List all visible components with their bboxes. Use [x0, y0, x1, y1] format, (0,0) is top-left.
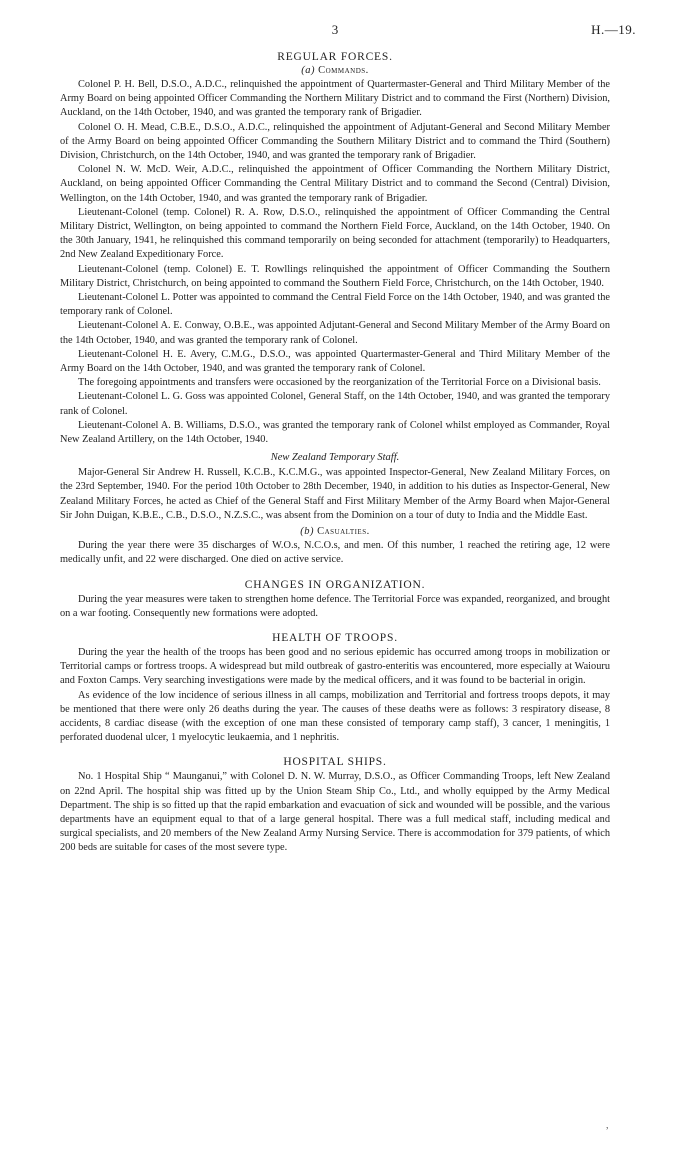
- paragraph: As evidence of the low incidence of serious illness in all camps, mobilization and Territorial and fortress troops depots, it may be mentioned that there were only 26 deaths during the year. The causes of these deaths were as follows: 3 respiratory disease, 8 accidents, 8 cardiac disease (with the exception of one man these consisted of temporary camp staff), 3 cancer, 1 meningitis, 1 perforated duodenal ulcer, 1 myelocytic leukaemia, and 1 nephritis.: [60, 689, 610, 744]
- page-header: [60, 22, 636, 44]
- paragraph: Lieutenant-Colonel H. E. Avery, C.M.G., D.S.O., was appointed Quartermaster-General and Third Military Member of the Army Board on the 14th October, 1940, and was granted the temporary rank of Colonel.: [60, 348, 610, 375]
- subsection-heading-casualties: Casualties.: [317, 526, 370, 538]
- section-title-health-of-troops: HEALTH OF TROOPS.: [272, 631, 398, 644]
- paragraph: Major-General Sir Andrew H. Russell, K.C.B., K.C.M.G., was appointed Inspector-General, New Zealand Military Forces, on the 23rd September, 1940. For the period 10th October to 28th December, 1940, in addition to his duties as Inspector-General, New Zealand Military Forces, he acted as Chief of the General Staff and First Military Member of the Army Board when Major-General Sir John Duigan, K.B.E., C.B., D.S.O., N.Z.S.C., was absent from the Dominion on a tour of duty to India and the Middle East.: [60, 467, 610, 521]
- subsection-title-casualties: [60, 526, 610, 537]
- section-title-changes-in-organization: CHANGES IN ORGANIZATION.: [244, 578, 426, 591]
- section-title-regular-forces: REGULAR FORCES.: [277, 51, 393, 63]
- paragraph: Lieutenant-Colonel (temp. Colonel) R. A. Row, D.S.O., relinquished the appointment of Officer Commanding the Central Military District, Wellington, on being appointed to command the Northern Field Force, Auckland, on the 14th October, 1940. On the 30th January, 1941, he relinquished this command temporarily on being seconded for attachment (temporarily) to Headquarters, 2nd New Zealand Expeditionary Force.: [60, 206, 610, 261]
- section-title-hospital-ships: HOSPITAL SHIPS.: [283, 756, 387, 769]
- paragraph: No. 1 Hospital Ship “ Maunganui,” with Colonel D. N. W. Murray, D.S.O., as Officer Commanding Troops, left New Zealand on 22nd April. The hospital ship was fitted up by the Union Steam Ship Co., Ltd., and wholly equipped by the Army Medical Department. The ship is so fitted up that the rapid embarkation and evacuation of sick and wounded will be possible, and the various departments have an equipment equal to that of a large general hospital. There was a full medical staff, including medical and surgical specialists, and 20 members of the New Zealand Army Nursing Service. There is accommodation for 379 patients, of which 200 beds are suitable for cases of the most severe type.: [60, 771, 610, 854]
- paragraph: Lieutenant-Colonel L. G. Goss was appointed Colonel, General Staff, on the 14th October, 1940, and was granted the temporary rank of Colonel.: [60, 391, 610, 417]
- subsection-label-b: (b): [300, 526, 314, 538]
- page-number: 3: [331, 22, 339, 37]
- subsection-label-a: (a): [301, 65, 315, 76]
- document-page: [60, 22, 636, 856]
- paragraph: During the year there were 35 discharges of W.O.s, N.C.O.s, and men. Of this number, 1 reached the retiring age, 12 were medically unfit, and 22 were discharged. One died on active service.: [60, 540, 610, 566]
- paragraph: Lieutenant-Colonel A. B. Williams, D.S.O., was granted the temporary rank of Colonel whilst employed as Commander, Royal New Zealand Artillery, on the 14th October, 1940.: [60, 419, 610, 446]
- footer-mark: ,: [606, 1120, 609, 1131]
- paragraph: The foregoing appointments and transfers were occasioned by the reorganization of the Territorial Force on a Divisional basis.: [78, 377, 601, 389]
- paragraph: During the year measures were taken to strengthen home defence. The Territorial Force was expanded, reorganized, and brought on a war footing. Consequently new formations were adopted.: [60, 593, 610, 619]
- paragraph: Lieutenant-Colonel L. Potter was appointed to command the Central Field Force on the 14th October, 1940, and was granted the temporary rank of Colonel.: [60, 292, 610, 318]
- paragraph: Colonel P. H. Bell, D.S.O., A.D.C., relinquished the appointment of Quartermaster-General and Third Military Member of the Army Board on being appointed Officer Commanding the Northern Military District and to command the First (Northern) Division, Auckland, on the 14th October, 1940, and was granted the temporary rank of Brigadier.: [60, 79, 610, 119]
- paragraph: During the year the health of the troops has been good and no serious epidemic has occurred among troops in mobilization or Territorial camps or fortress troops. A widespread but mild outbreak of gastro-enteritis was encountered, more especially at Waiouru and Foxton Camps. Very searching investigations were made by the medical officers, and it was found to be bacterial in origin.: [60, 646, 610, 687]
- subsection-title-commands: [60, 65, 610, 76]
- document-reference: H.—19.: [591, 22, 636, 37]
- paragraph: Lieutenant-Colonel A. E. Conway, O.B.E., was appointed Adjutant-General and Second Military Member of the Army Board on the 14th October, 1940, and was granted the temporary rank of Colonel.: [60, 320, 610, 346]
- subsection-heading-commands: Commands.: [318, 65, 369, 76]
- paragraph: Colonel O. H. Mead, C.B.E., D.S.O., A.D.C., relinquished the appointment of Adjutant-General and Second Military Member of the Army Board on being appointed Officer Commanding the Southern Military District and to command the Third (Southern) Division, Christchurch, on the 14th October, 1940, and was granted the temporary rank of Brigadier.: [60, 121, 610, 162]
- paragraph: Lieutenant-Colonel (temp. Colonel) E. T. Rowllings relinquished the appointment of Officer Commanding the Southern Military District, Christchurch, on being appointed to command the Southern Field Force, Christchurch, on the 14th October, 1940.: [60, 263, 610, 289]
- subsection-title-temporary-staff: New Zealand Temporary Staff.: [270, 452, 400, 464]
- paragraph: Colonel N. W. McD. Weir, A.D.C., relinquished the appointment of Officer Commanding the Northern Military District, Auckland, on being appointed Officer Commanding the Central Military District and to command the Second (Central) Division, Wellington, on the 14th October, 1940, and was granted the temporary rank of Brigadier.: [60, 164, 610, 204]
